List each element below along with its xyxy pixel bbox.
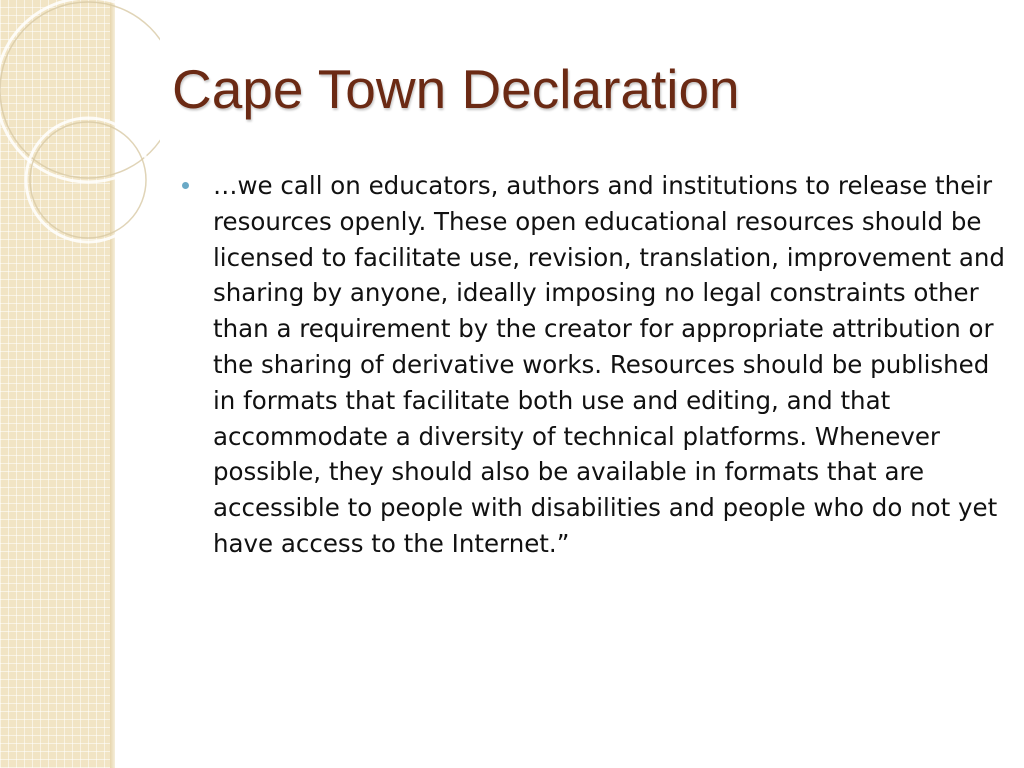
decorative-circles xyxy=(0,0,160,260)
bullet-dot-icon xyxy=(182,182,189,189)
bullet-item xyxy=(178,168,1008,562)
bullet-text: …we call on educators, authors and institutions to release their resources openly. These open educational resources should be licensed to facilitate use, revision, translation, improvement and sharing by anyone, ideally imposing no legal constraints other than a requirement by the creator for appropriate attribution or the sharing of derivative works. Resources should be published in formats that facilitate both use and editing, and that accommodate a diversity of technical platforms. Whenever possible, they should also be available in formats that are accessible to people with disabilities and people who do not yet have access to the Internet.” xyxy=(213,171,1005,558)
slide-content xyxy=(178,168,1008,562)
slide-title: Cape Town Declaration xyxy=(172,58,740,120)
